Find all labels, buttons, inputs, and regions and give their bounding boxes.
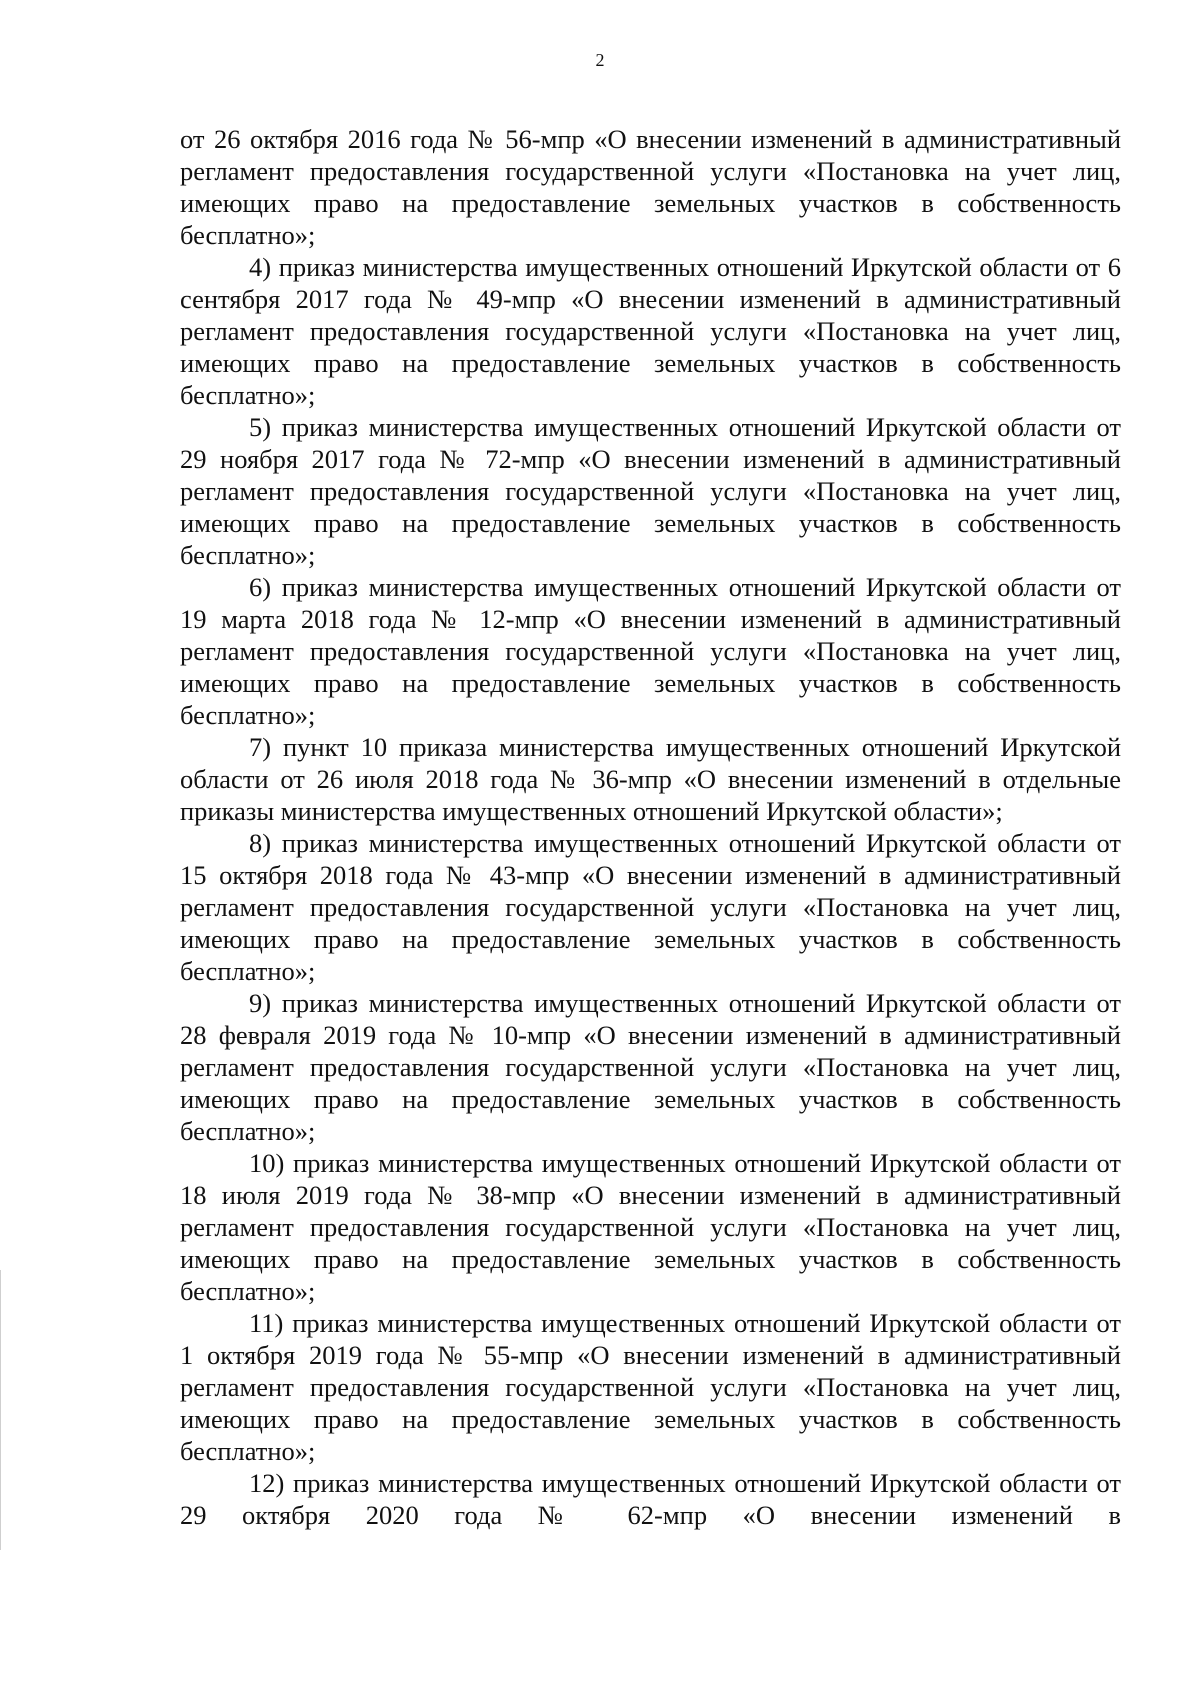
- paragraph-item-11: 11) приказ министерства имущественных отношений Иркутской области от 1 октября 2019 года № 55-мпр «О внесении изменений в административный регламент предоставления государственной услуги «Постановка на учет лиц, имеющих право на предоставление земельных участков в собственность бесплатно»;: [180, 1308, 1121, 1466]
- document-body: [180, 123, 1121, 1531]
- page-number: 2: [595, 50, 605, 70]
- paragraph-item-4: 4) приказ министерства имущественных отношений Иркутской области от 6 сентября 2017 года № 49-мпр «О внесении изменений в административный регламент предоставления государственной услуги «Постановка на учет лиц, имеющих право на предоставление земельных участков в собственность бесплатно»;: [180, 252, 1121, 410]
- paragraph-item-12: 12) приказ министерства имущественных отношений Иркутской области от 29 октября 2020 года № 62-мпр «О внесении изменений в: [180, 1468, 1121, 1530]
- paragraph-continuation: от 26 октября 2016 года № 56-мпр «О внесении изменений в административный регламент предоставления государственной услуги «Постановка на учет лиц, имеющих право на предоставление земельных участков в собственность бесплатно»;: [180, 124, 1121, 250]
- paragraph-item-8: 8) приказ министерства имущественных отношений Иркутской области от 15 октября 2018 года № 43-мпр «О внесении изменений в административный регламент предоставления государственной услуги «Постановка на учет лиц, имеющих право на предоставление земельных участков в собственность бесплатно»;: [180, 828, 1121, 986]
- scan-edge-mark: [0, 1270, 1, 1550]
- paragraph-item-7: 7) пункт 10 приказа министерства имущественных отношений Иркутской области от 26 июля 2018 года № 36-мпр «О внесении изменений в отдельные приказы министерства имущественных отношений Иркутской области»;: [180, 732, 1121, 826]
- paragraph-item-9: 9) приказ министерства имущественных отношений Иркутской области от 28 февраля 2019 года № 10-мпр «О внесении изменений в административный регламент предоставления государственной услуги «Постановка на учет лиц, имеющих право на предоставление земельных участков в собственность бесплатно»;: [180, 988, 1121, 1146]
- paragraph-item-10: 10) приказ министерства имущественных отношений Иркутской области от 18 июля 2019 года № 38-мпр «О внесении изменений в административный регламент предоставления государственной услуги «Постановка на учет лиц, имеющих право на предоставление земельных участков в собственность бесплатно»;: [180, 1148, 1121, 1306]
- paragraph-item-6: 6) приказ министерства имущественных отношений Иркутской области от 19 марта 2018 года № 12-мпр «О внесении изменений в административный регламент предоставления государственной услуги «Постановка на учет лиц, имеющих право на предоставление земельных участков в собственность бесплатно»;: [180, 572, 1121, 730]
- paragraph-item-5: 5) приказ министерства имущественных отношений Иркутской области от 29 ноября 2017 года № 72-мпр «О внесении изменений в административный регламент предоставления государственной услуги «Постановка на учет лиц, имеющих право на предоставление земельных участков в собственность бесплатно»;: [180, 412, 1121, 570]
